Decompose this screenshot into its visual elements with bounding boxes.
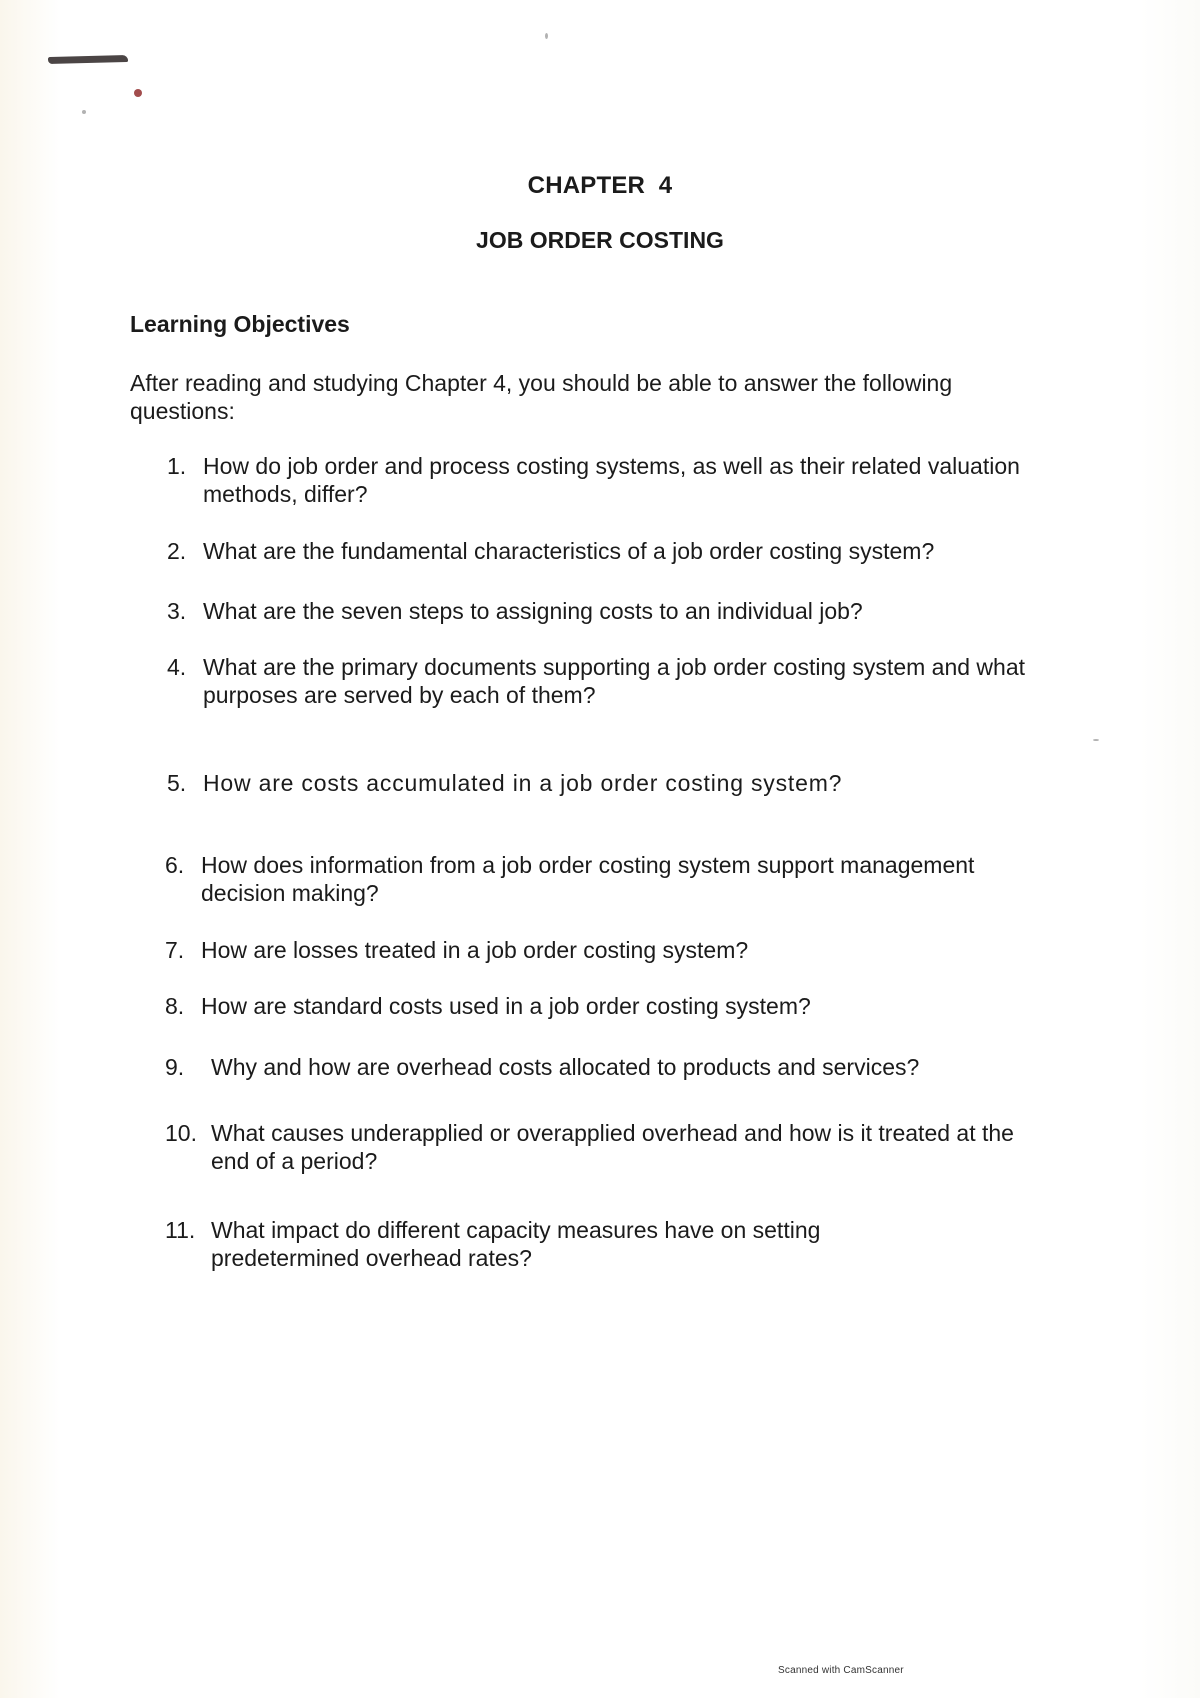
item-text: What are the fundamental characteristics of a job order costing system? xyxy=(203,538,935,564)
item-number: 8. xyxy=(165,993,185,1019)
item-number: 4. xyxy=(167,654,187,680)
item-number: 6. xyxy=(165,852,185,878)
chapter-title: JOB ORDER COSTING xyxy=(476,227,724,253)
item-text: How are standard costs used in a job order costing system? xyxy=(201,993,811,1019)
scan-red-dot xyxy=(134,89,142,97)
scan-speck xyxy=(82,110,86,114)
item-number: 1. xyxy=(167,453,187,479)
intro-paragraph: After reading and studying Chapter 4, you should be able to answer the following questions: xyxy=(130,370,953,424)
item-number: 9. xyxy=(165,1054,185,1080)
item-text: What are the primary documents supporting a job order costing system and what purposes are served by each of them? xyxy=(203,654,1026,708)
item-text: What are the seven steps to assigning costs to an individual job? xyxy=(203,598,863,624)
item-text: Why and how are overhead costs allocated to products and services? xyxy=(211,1054,920,1080)
item-number: 10. xyxy=(165,1120,197,1146)
item-text: How do job order and process costing systems, as well as their related valuation methods, differ? xyxy=(203,453,1020,507)
item-number: 2. xyxy=(167,538,187,564)
chapter-number xyxy=(0,172,1200,200)
item-number: 7. xyxy=(165,937,185,963)
scan-speck xyxy=(1093,739,1099,741)
section-heading: Learning Objectives xyxy=(130,311,350,337)
item-number: 3. xyxy=(167,598,187,624)
item-text: How does information from a job order costing system support management decision making? xyxy=(201,852,975,906)
item-text: How are losses treated in a job order costing system? xyxy=(201,937,749,963)
item-number: 11. xyxy=(165,1217,196,1243)
item-text: What causes underapplied or overapplied overhead and how is it treated at the end of a period? xyxy=(211,1120,1014,1174)
item-number: 5. xyxy=(167,770,187,796)
scan-speck xyxy=(545,33,548,39)
chapter-number-text: CHAPTER 4 xyxy=(527,172,673,199)
item-text: What impact do different capacity measures have on setting predetermined overhead rates? xyxy=(211,1217,821,1271)
item-text: How are costs accumulated in a job order costing system? xyxy=(203,770,843,796)
scan-smudge-mark xyxy=(48,55,128,64)
scanner-watermark: Scanned with CamScanner xyxy=(778,1665,904,1676)
